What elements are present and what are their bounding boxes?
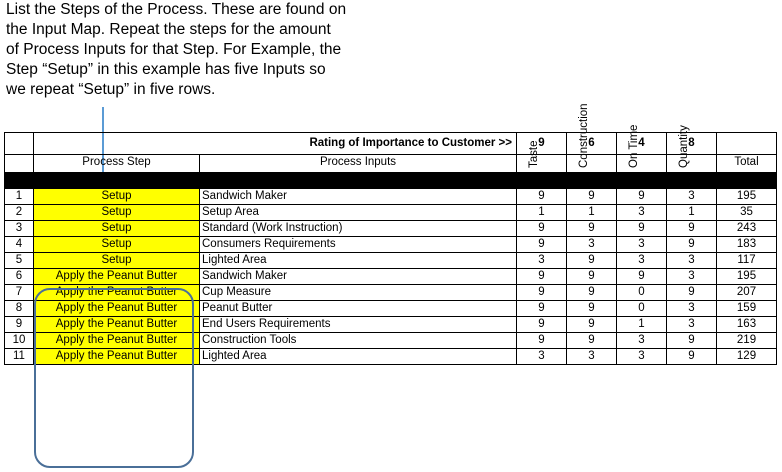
row-process-input: Lighted Area — [200, 349, 517, 365]
row-construction: 9 — [567, 253, 617, 269]
table-row — [5, 205, 777, 221]
row-quantity: 3 — [667, 317, 717, 333]
row-construction: 9 — [567, 269, 617, 285]
header-on-time — [617, 124, 667, 173]
row-number: 1 — [5, 189, 34, 205]
row-process-step: Apply the Peanut Butter — [34, 285, 200, 301]
row-process-input: Peanut Butter — [200, 301, 517, 317]
row-on-time: 3 — [617, 205, 667, 221]
callout-line: Step “Setup” in this example has five Inputs so — [6, 61, 326, 78]
rating-construction: 6 — [567, 133, 617, 155]
row-taste: 1 — [517, 205, 567, 221]
row-taste: 9 — [517, 237, 567, 253]
header-construction — [567, 103, 617, 173]
row-construction: 9 — [567, 301, 617, 317]
table-row — [5, 253, 777, 269]
table-row — [5, 317, 777, 333]
rating-taste: 9 — [517, 133, 567, 155]
row-process-step: Setup — [34, 205, 200, 221]
row-number: 5 — [5, 253, 34, 269]
header-construction-label: Construction — [577, 103, 590, 168]
header-quantity-label: Quantity — [677, 125, 690, 168]
table-row — [5, 349, 777, 365]
row-taste: 9 — [517, 333, 567, 349]
row-process-input: Cup Measure — [200, 285, 517, 301]
row-process-step: Setup — [34, 253, 200, 269]
row-on-time: 9 — [617, 189, 667, 205]
row-number: 3 — [5, 221, 34, 237]
blank-cell — [5, 155, 34, 173]
row-process-input: Setup Area — [200, 205, 517, 221]
table-row — [5, 301, 777, 317]
row-quantity: 9 — [667, 333, 717, 349]
row-number: 6 — [5, 269, 34, 285]
callout-line: we repeat “Setup” in five rows. — [6, 81, 216, 98]
callout-line: of Process Inputs for that Step. For Example, the — [6, 41, 342, 58]
row-taste: 9 — [517, 189, 567, 205]
row-taste: 9 — [517, 317, 567, 333]
row-construction: 3 — [567, 349, 617, 365]
row-process-input: Standard (Work Instruction) — [200, 221, 517, 237]
row-taste: 9 — [517, 269, 567, 285]
row-process-step: Apply the Peanut Butter — [34, 317, 200, 333]
row-quantity: 9 — [667, 285, 717, 301]
row-construction: 9 — [567, 285, 617, 301]
header-on-time-label: On Time — [627, 124, 640, 168]
table-row — [5, 189, 777, 205]
row-total: 243 — [717, 221, 777, 237]
row-process-input: Consumers Requirements — [200, 237, 517, 253]
row-number: 8 — [5, 301, 34, 317]
row-total: 129 — [717, 349, 777, 365]
row-on-time: 0 — [617, 285, 667, 301]
row-construction: 9 — [567, 221, 617, 237]
table-row — [5, 269, 777, 285]
callout-line: the Input Map. Repeat the steps for the amount — [6, 21, 331, 38]
row-process-input: Sandwich Maker — [200, 189, 517, 205]
divider-row — [5, 173, 777, 189]
header-total: Total — [717, 155, 777, 173]
row-process-input: Lighted Area — [200, 253, 517, 269]
row-construction: 9 — [567, 333, 617, 349]
row-on-time: 1 — [617, 317, 667, 333]
header-taste-label: Taste — [527, 140, 540, 168]
table-row — [5, 333, 777, 349]
row-total: 195 — [717, 269, 777, 285]
row-total: 207 — [717, 285, 777, 301]
table-row — [5, 285, 777, 301]
row-on-time: 3 — [617, 349, 667, 365]
header-quantity — [667, 125, 717, 173]
row-process-step: Apply the Peanut Butter — [34, 333, 200, 349]
row-on-time: 0 — [617, 301, 667, 317]
row-process-step: Setup — [34, 189, 200, 205]
row-on-time: 3 — [617, 333, 667, 349]
matrix-table — [4, 103, 777, 365]
row-total: 159 — [717, 301, 777, 317]
row-taste: 9 — [517, 301, 567, 317]
table-row — [5, 237, 777, 253]
header-taste — [517, 140, 567, 173]
row-process-input: Sandwich Maker — [200, 269, 517, 285]
row-process-step: Setup — [34, 237, 200, 253]
row-quantity: 9 — [667, 237, 717, 253]
row-total: 195 — [717, 189, 777, 205]
row-process-input: End Users Requirements — [200, 317, 517, 333]
row-quantity: 3 — [667, 269, 717, 285]
row-process-step: Apply the Peanut Butter — [34, 349, 200, 365]
row-number: 9 — [5, 317, 34, 333]
row-total: 163 — [717, 317, 777, 333]
rating-label: Rating of Importance to Customer >> — [34, 133, 517, 155]
row-number: 4 — [5, 237, 34, 253]
row-process-step: Apply the Peanut Butter — [34, 301, 200, 317]
row-quantity: 1 — [667, 205, 717, 221]
callout-line: List the Steps of the Process. These are found on — [6, 1, 347, 18]
row-quantity: 3 — [667, 301, 717, 317]
row-quantity: 3 — [667, 253, 717, 269]
rating-row — [5, 133, 777, 155]
row-taste: 3 — [517, 253, 567, 269]
row-quantity: 9 — [667, 349, 717, 365]
row-quantity: 9 — [667, 221, 717, 237]
row-on-time: 3 — [617, 237, 667, 253]
row-taste: 9 — [517, 221, 567, 237]
header-process-step: Process Step — [34, 155, 200, 173]
row-number: 11 — [5, 349, 34, 365]
row-construction: 3 — [567, 237, 617, 253]
blank-cell — [717, 133, 777, 155]
row-number: 2 — [5, 205, 34, 221]
row-on-time: 3 — [617, 253, 667, 269]
row-total: 219 — [717, 333, 777, 349]
row-process-step: Setup — [34, 221, 200, 237]
row-process-step: Apply the Peanut Butter — [34, 269, 200, 285]
header-row — [5, 155, 777, 173]
row-total: 35 — [717, 205, 777, 221]
table-row — [5, 221, 777, 237]
row-construction: 9 — [567, 189, 617, 205]
row-construction: 9 — [567, 317, 617, 333]
row-process-input: Construction Tools — [200, 333, 517, 349]
row-on-time: 9 — [617, 269, 667, 285]
row-construction: 1 — [567, 205, 617, 221]
row-on-time: 9 — [617, 221, 667, 237]
blank-cell — [5, 133, 34, 155]
row-total: 117 — [717, 253, 777, 269]
rating-on-time: 4 — [617, 133, 667, 155]
row-taste: 3 — [517, 349, 567, 365]
row-quantity: 3 — [667, 189, 717, 205]
rating-quantity: 8 — [667, 133, 717, 155]
header-process-inputs: Process Inputs — [200, 155, 517, 173]
row-total: 183 — [717, 237, 777, 253]
row-number: 10 — [5, 333, 34, 349]
row-number: 7 — [5, 285, 34, 301]
row-taste: 9 — [517, 285, 567, 301]
